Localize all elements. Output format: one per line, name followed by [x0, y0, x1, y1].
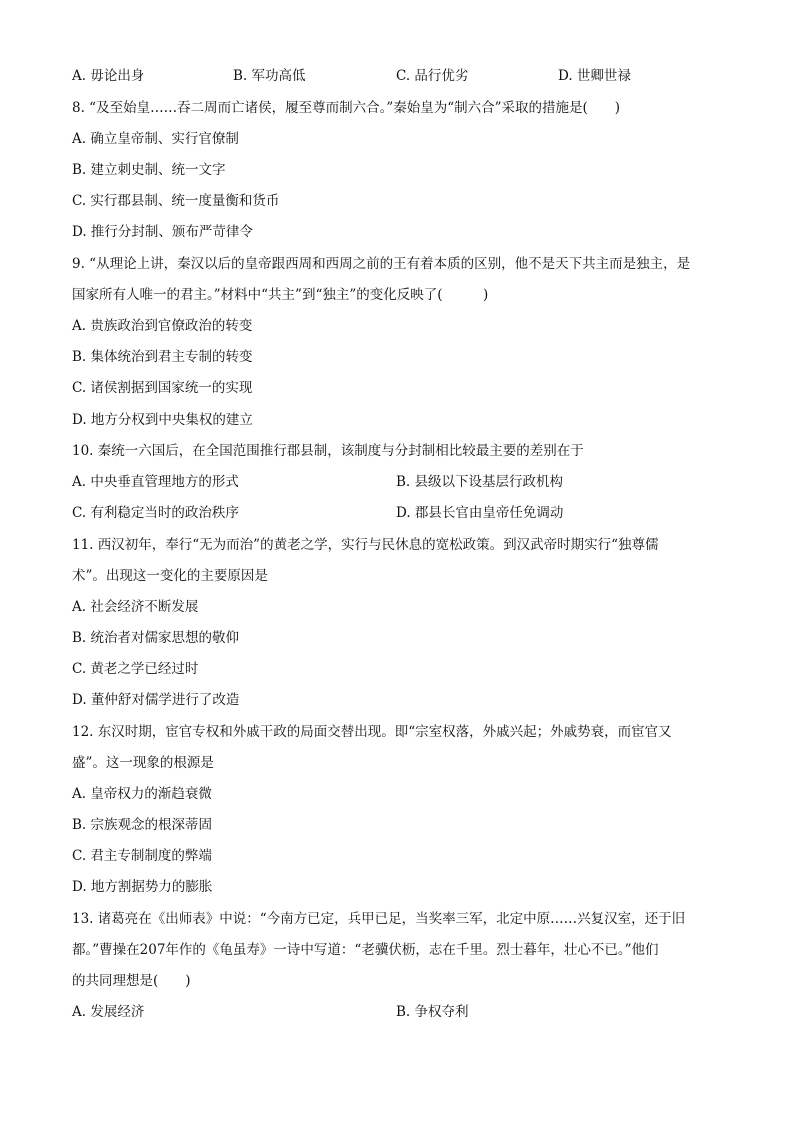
q9-option-c: C. 诸侯割据到国家统一的实现 [72, 380, 253, 396]
q13-stem-line2: 都。”曹操在207年作的《龟虽寿》一诗中写道：“老骥伏枥，志在千里。烈士暮年，壮心不已。”他们 [72, 942, 659, 958]
q9-option-b: B. 集体统治到君主专制的转变 [72, 349, 253, 365]
q12-stem-line2: 盛”。这一现象的根源是 [72, 755, 214, 771]
q10-option-b: B. 县级以下设基层行政机构 [396, 474, 564, 490]
q7-option-b: B. 军功高低 [233, 68, 306, 84]
q9-stem-line2: 国家所有人唯一的君主。”材料中“共主”到“独主”的变化反映了( ) [72, 287, 489, 303]
q13-option-a: A. 发展经济 [72, 1004, 145, 1020]
q13-option-b: B. 争权夺利 [396, 1004, 469, 1020]
q11-option-a: A. 社会经济不断发展 [72, 599, 199, 615]
q8-stem: 8. “及至始皇……吞二周而亡诸侯，履至尊而制六合。”秦始皇为“制六合”采取的措施是( ) [72, 100, 621, 116]
q8-option-c: C. 实行郡县制、统一度量衡和货币 [72, 193, 280, 209]
q11-stem-line2: 术”。出现这一变化的主要原因是 [72, 568, 268, 584]
q8-option-d: D. 推行分封制、颁布严苛律令 [72, 224, 253, 240]
q13-stem-line3: 的共同理想是( ) [72, 973, 191, 989]
q12-option-d: D. 地方割据势力的膨胀 [72, 879, 213, 895]
q12-option-c: C. 君主专制制度的弊端 [72, 848, 212, 864]
q12-stem-line1: 12. 东汉时期，宦官专权和外戚干政的局面交替出现。即“宗室权落，外戚兴起；外戚势衰，而宦官又 [72, 724, 672, 740]
q11-option-b: B. 统治者对儒家思想的敬仰 [72, 630, 240, 646]
q7-option-a: A. 毋论出身 [72, 68, 145, 84]
q10-option-c: C. 有利稳定当时的政治秩序 [72, 505, 239, 521]
q12-option-b: B. 宗族观念的根深蒂固 [72, 817, 213, 833]
q11-option-d: D. 董仲舒对儒学进行了改造 [72, 692, 240, 708]
q9-stem-line1: 9. “从理论上讲，秦汉以后的皇帝跟西周和西周之前的王有着本质的区别，他不是天下共主而是独主，是 [72, 256, 691, 272]
q11-stem-line1: 11. 西汉初年，奉行“无为而治”的黄老之学，实行与民休息的宽松政策。到汉武帝时期实行“独尊儒 [72, 537, 659, 553]
q11-option-c: C. 黄老之学已经过时 [72, 661, 199, 677]
q9-option-a: A. 贵族政治到官僚政治的转变 [72, 318, 253, 334]
q8-option-b: B. 建立刺史制、统一文字 [72, 162, 226, 178]
q13-stem-line1: 13. 诸葛亮在《出师表》中说：“今南方已定，兵甲已足，当奖率三军，北定中原……兴复汉室，还于旧 [72, 911, 686, 927]
q7-option-d: D. 世卿世禄 [558, 68, 631, 84]
q7-option-c: C. 品行优劣 [396, 68, 469, 84]
q10-option-d: D. 郡县长官由皇帝任免调动 [396, 505, 564, 521]
q9-option-d: D. 地方分权到中央集权的建立 [72, 412, 253, 428]
q12-option-a: A. 皇帝权力的渐趋衰微 [72, 786, 212, 802]
q10-stem: 10. 秦统一六国后，在全国范围推行郡县制，该制度与分封制相比较最主要的差别在于 [72, 443, 584, 459]
q8-option-a: A. 确立皇帝制、实行官僚制 [72, 131, 239, 147]
q10-option-a: A. 中央垂直管理地方的形式 [72, 474, 239, 490]
